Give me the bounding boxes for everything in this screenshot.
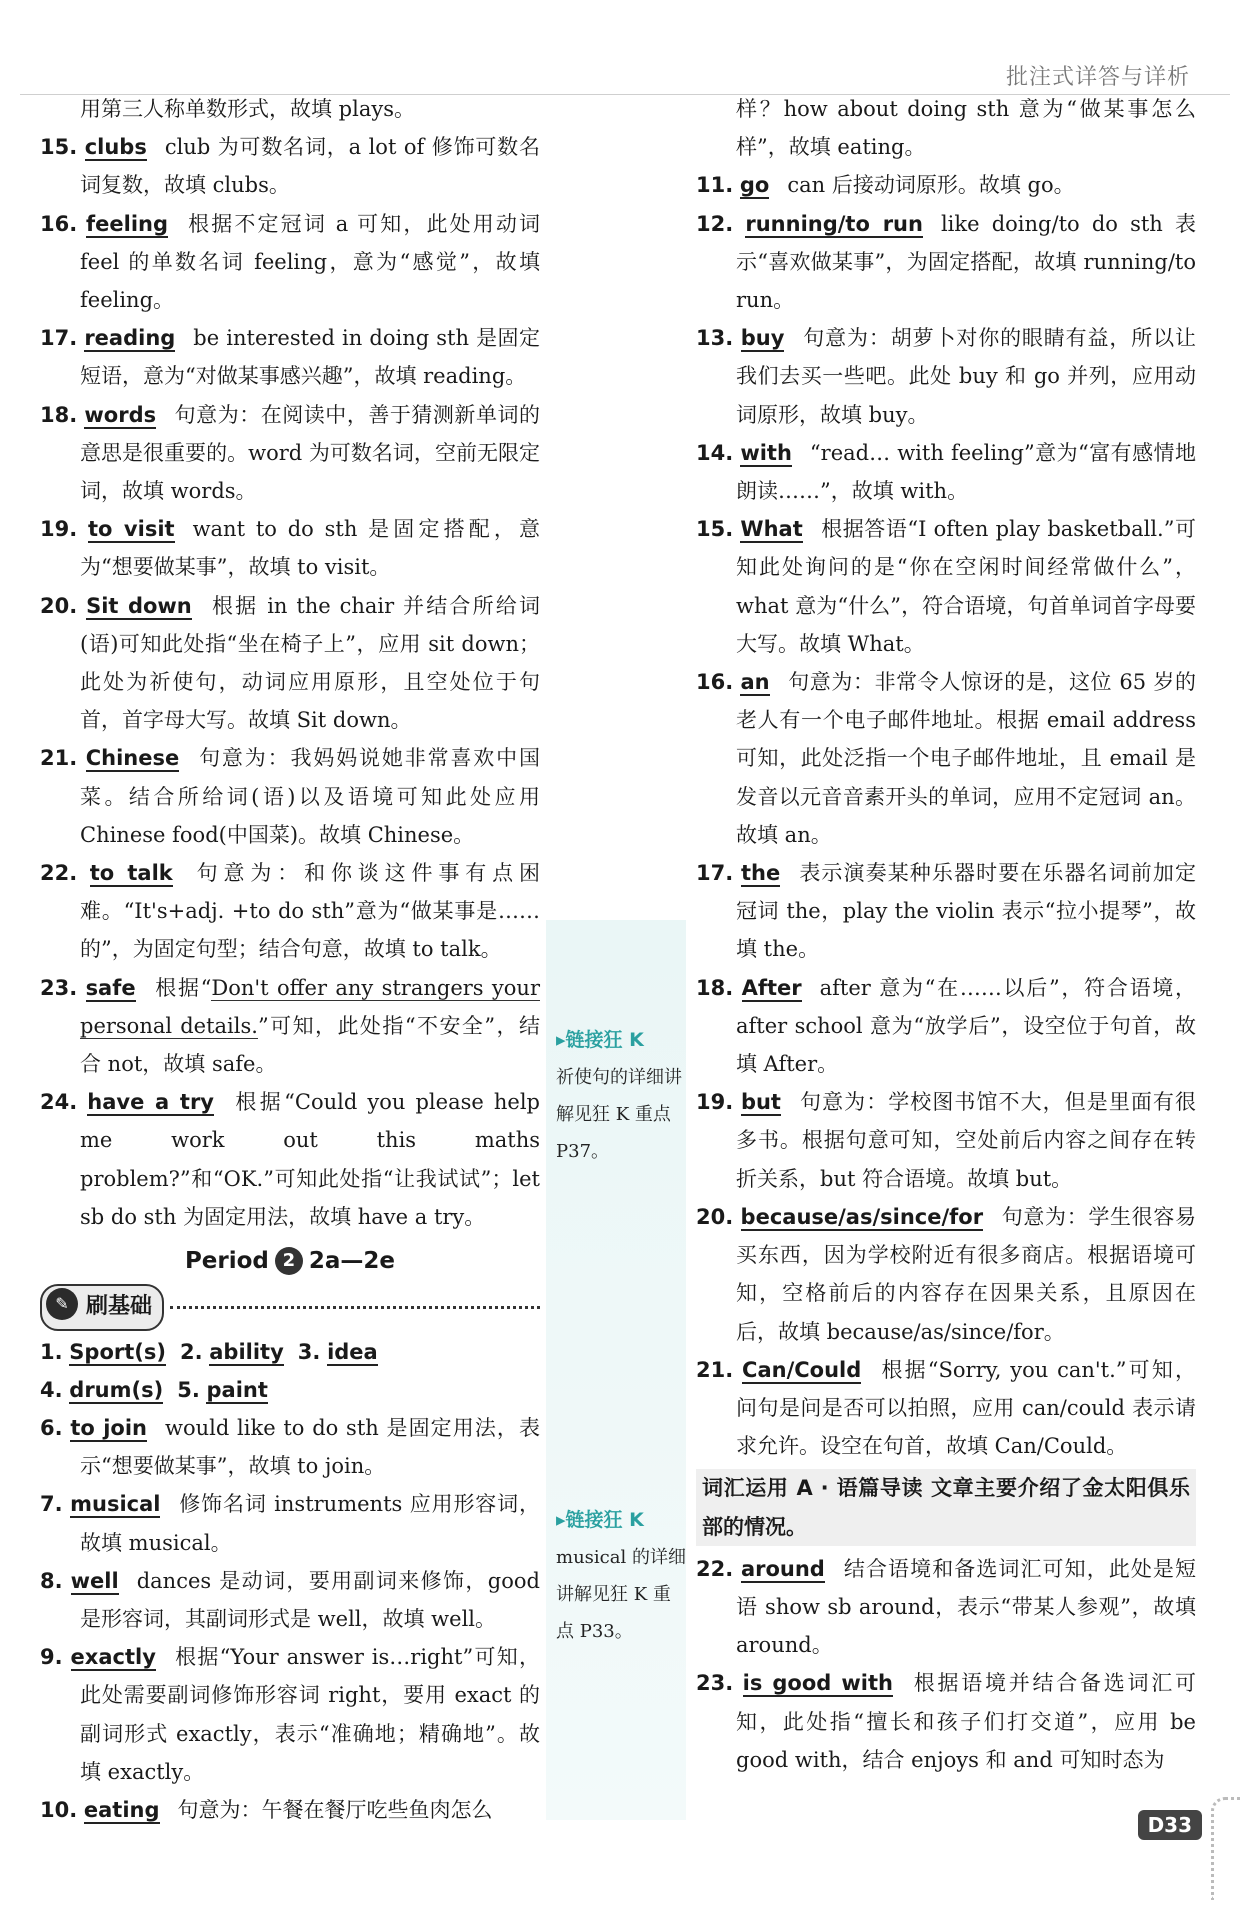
answer-item [40,1562,540,1638]
basic-answer [180,1340,298,1364]
item-number: 12. [696,211,734,236]
answer-item [696,166,1196,204]
item-explanation-pre: 根据“ [153,975,212,1000]
basic-answers-row-2 [40,1371,540,1409]
item-number: 1. [40,1339,63,1364]
basic-answer [177,1378,282,1402]
item-explanation: 句意为：非常令人惊讶的是，这位 65 岁的老人有一个电子邮件地址。根据 email address 可知，此处泛指一个电子邮件地址，且 email 是发音以元音音素开头的单词，应用不定冠词 an。故填 an。 [736,670,1196,847]
item-answer: an [740,670,770,695]
item-number: 19. [696,1090,734,1115]
item-answer: ability [209,1339,284,1364]
answer-item [696,854,1196,969]
answer-item [696,1198,1196,1351]
item-number: 22. [696,1556,734,1581]
item-number: 16. [696,670,734,695]
answer-item [40,1638,540,1791]
header-title: 批注式详答与详析 [1005,65,1190,90]
item-explanation: 结合语境和备选词汇可知，此处是短语 show sb around，表示“带某人参观”，故填 around。 [736,1556,1196,1658]
basic-answer [40,1378,177,1402]
item-answer: with [740,440,792,465]
item-answer: around [740,1556,825,1581]
answer-item-23 [40,969,540,1084]
item-number: 15. [40,135,78,160]
item-answer: exactly [70,1645,156,1670]
answer-item [696,1083,1196,1198]
answer-item [40,205,540,320]
item-number: 20. [696,1204,734,1229]
answer-item [696,663,1196,854]
item-number: 18. [40,402,78,427]
item-answer: safe [85,975,136,1000]
answer-item [40,396,540,511]
item-explanation: 句意为：我妈妈说她非常喜欢中国菜。结合所给词(语)以及语境可知此处应用 Chinese food(中国菜)。故填 Chinese。 [80,746,540,847]
link-tag: ▸链接狂 K [556,1029,644,1051]
section-header [40,1284,540,1330]
left-intro: 用第三人称单数形式，故填 plays。 [80,97,415,121]
item-number: 10. [40,1797,78,1822]
item-number: 7. [40,1492,63,1517]
answer-item [696,434,1196,510]
right-intro: 样？how about doing sth 意为“做某事怎么样”，故填 eating。 [736,97,1196,160]
item-number: 8. [40,1568,63,1593]
item-answer: reading [84,326,176,351]
item-answer: What [740,517,803,542]
answer-item [696,969,1196,1084]
item-explanation: 句意为：在阅读中，善于猜测新单词的意思是很重要的。word 为可数名词，空前无限定词，故填 words。 [80,402,540,504]
answer-item [40,128,540,204]
item-answer: well [70,1568,119,1593]
item-explanation: 表示演奏某种乐器时要在乐器名词前加定冠词 the，play the violin 表示“拉小提琴”，故填 the。 [736,861,1196,962]
basic-answers-row-1 [40,1333,540,1371]
item-number: 3. [297,1339,321,1364]
item-answer: to talk [89,861,173,886]
section-badge [40,1284,164,1330]
answer-item-24 [40,1083,540,1236]
item-explanation: 根据“Sorry, you can't.”可知，问句是问是否可以拍照，应用 can/could 表示请求允许。设空在句首，故填 Can/Could。 [736,1357,1196,1459]
item-explanation: 根据不定冠词 a 可知，此处用动词 feel 的单数名词 feeling，意为“感觉”，故填 feeling。 [80,211,540,313]
item-answer: but [740,1090,781,1115]
item-explanation: 句意为：胡萝卜对你的眼睛有益，所以让我们去买一些吧。此处 buy 和 go 并列，应用动词原形，故填 buy。 [736,326,1196,427]
basic-answer [40,1340,180,1364]
item-answer: go [739,173,770,198]
period-number: 2 [275,1247,303,1275]
answer-item [696,1664,1196,1779]
item-answer: because/as/since/for [740,1204,984,1229]
item-number: 11. [696,173,734,198]
answer-item [696,319,1196,434]
item-answer: running/to run [745,211,923,236]
side-note-text: musical 的详细讲解见狂 K 重点 P33。 [556,1547,686,1642]
item-number: 15. [696,517,734,542]
item-number: 17. [40,326,78,351]
item-answer: the [740,861,781,886]
answer-item [696,205,1196,320]
link-tag: ▸链接狂 K [556,1509,644,1531]
item-number: 13. [696,326,734,351]
period-heading [40,1242,540,1280]
answer-item [40,1485,540,1561]
item-explanation: after 意为“在……以后”，符合语境，after school 意为“放学后”，设空位于句首，故填 After。 [736,975,1197,1077]
item-explanation: 根据语境并结合备选词汇可知，此处指“擅长和孩子们打交道”，应用 be good with，结合 enjoys 和 and 可知时态为 [736,1671,1197,1772]
item-answer: is good with [742,1671,893,1696]
item-quote: Don't offer any strangers your personal details. [80,975,540,1038]
item-number: 6. [40,1415,63,1440]
item-answer: Chinese [85,746,180,771]
item-number: 20. [40,593,78,618]
item-number: 21. [40,746,78,771]
section-label: 刷基础 [86,1294,153,1320]
side-note-1 [556,1022,686,1170]
item-explanation: “read… with feeling”意为“富有感情地朗读……”，故填 with。 [736,440,1196,504]
item-answer: Sport(s) [69,1339,166,1364]
item-number: 19. [40,517,78,542]
answer-item [40,319,540,395]
item-answer: have a try [87,1090,214,1115]
item-number: 16. [40,211,78,236]
item-explanation: like doing/to do sth 表示“喜欢做某事”，为固定搭配，故填 running/to run。 [736,211,1196,313]
item-explanation: club 为可数名词，a lot of 修饰可数名词复数，故填 clubs。 [80,135,540,198]
item-number: 21. [696,1357,734,1382]
item-number: 18. [696,975,734,1000]
answer-item [696,1351,1196,1466]
item-explanation: 句意为：和你谈这件事有点困难。“It's+adj. +to do sth”意为“做某事是……的”，为固定句型；结合句意，故填 to talk。 [80,861,540,962]
item-explanation: 句意为：午餐在餐厅吃些鱼肉怎么 [177,1797,493,1822]
item-explanation: would like to do sth 是固定用法，表示“想要做某事”，故填 to join。 [80,1415,540,1479]
item-number: 14. [696,440,734,465]
item-number: 24. [40,1090,78,1115]
item-number: 9. [40,1645,63,1670]
item-answer: buy [740,326,785,351]
item-answer: clubs [84,135,147,160]
item-number: 5. [177,1377,200,1402]
side-note-text: 祈使句的详细讲解见狂 K 重点 P37。 [556,1067,682,1162]
item-explanation: 根据“Your answer is…right”可知，此处需要副词修饰形容词 right，要用 exact 的副词形式 exactly，表示“准确地；精确地”。故填 exactly。 [80,1645,540,1784]
answer-item [696,510,1196,663]
item-answer: musical [70,1492,161,1517]
left-column [40,90,540,1829]
item-explanation: 句意为：学校图书馆不大，但是里面有很多书。根据句意可知，空处前后内容之间存在转折关系，but 符合语境。故填 but。 [736,1090,1196,1191]
side-note-2 [556,1502,686,1650]
item-number: 4. [40,1377,63,1402]
right-column [696,90,1196,1779]
corner-decoration [1211,1797,1240,1900]
item-answer: words [84,402,157,427]
item-answer: eating [83,1797,160,1822]
item-number: 22. [40,861,78,886]
page-number: D33 [1138,1810,1202,1840]
item-answer: drum(s) [69,1377,164,1402]
item-answer: After [741,975,802,1000]
period-label: Period [184,1248,269,1275]
item-answer: idea [327,1339,378,1364]
answer-item [696,1550,1196,1665]
pencil-icon: ✎ [46,1288,78,1320]
answer-item [40,510,540,586]
item-explanation: dances 是动词，要用副词来修饰，good 是形容词，其副词形式是 well，故填 well。 [80,1568,540,1631]
item-explanation: 句意为：学生很容易买东西，因为学校附近有很多商店。根据语境可知，空格前后的内容存在因果关系，且原因在后，故填 because/as/since/for。 [736,1204,1196,1344]
answer-item [40,1409,540,1485]
answer-item [40,739,540,854]
item-explanation: be interested in doing sth 是固定短语，意为“对做某事感兴趣”，故填 reading。 [80,326,540,389]
item-explanation: 根据 in the chair 并结合所给词(语)可知此处指“坐在椅子上”，应用 sit down；此处为祈使句，动词应用原形，且空处位于句首，首字母大写。故填 Sit down。 [80,593,540,733]
answer-item [40,587,540,740]
section-dotted-rule [170,1306,540,1309]
item-number: 17. [696,861,734,886]
item-number: 23. [40,975,78,1000]
item-explanation: can 后接动词原形。故填 go。 [787,173,1075,198]
basic-answer [298,1340,392,1364]
section-banner: 词汇运用 A · 语篇导读 文章主要介绍了金太阳俱乐部的情况。 [696,1469,1196,1545]
item-explanation-post: ”可知，此处指“不安全”，结合 not，故填 safe。 [80,1013,540,1077]
item-answer: to visit [88,517,175,542]
item-answer: feeling [86,211,169,236]
item-number: 2. [179,1339,203,1364]
item-answer: paint [206,1377,268,1402]
item-number: 23. [696,1671,734,1696]
item-explanation: 修饰名词 instruments 应用形容词，故填 musical。 [80,1492,540,1555]
item-explanation: want to do sth 是固定搭配，意为“想要做某事”，故填 to visit。 [80,517,540,580]
answer-item [40,854,540,969]
item-answer: Can/Could [742,1357,862,1382]
item-answer: to join [70,1415,147,1440]
item-explanation: 根据答语“I often play basketball.”可知此处询问的是“你在空闲时间经常做什么”，what 意为“什么”，符合语境，句首单词首字母要大写。故填 What。 [736,517,1196,656]
item-answer: Sit down [86,593,192,618]
period-range: 2a—2e [308,1248,396,1275]
item-explanation: 根据“Could you please help me work out this maths problem?”和“OK.”可知此处指“让我试试”；let sb do sth 为固定用法，故填 have a try。 [80,1090,540,1229]
answer-item [40,1791,540,1829]
